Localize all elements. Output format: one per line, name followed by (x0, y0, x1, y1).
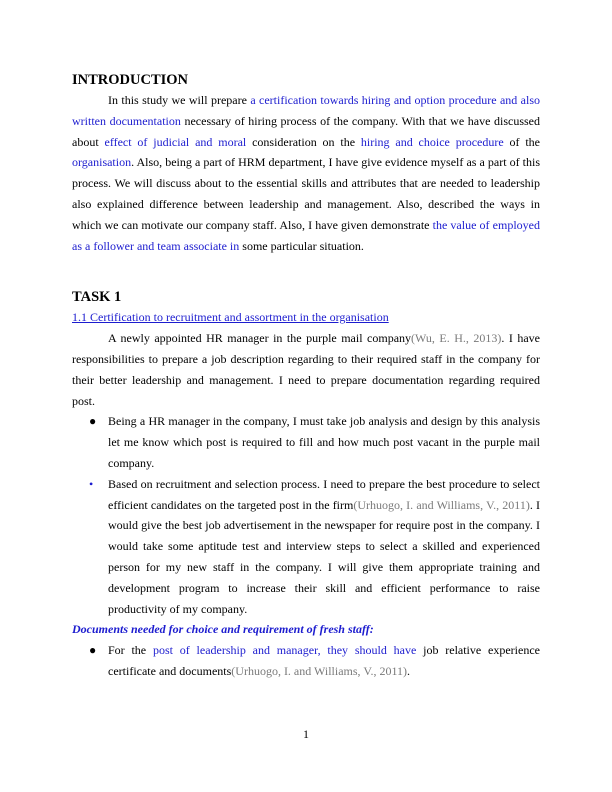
text-run: job relative experience certificate and documents (108, 643, 540, 678)
text-run: necessary of hiring process of the company. With that we have discussed about (72, 113, 540, 149)
text-run: . (407, 663, 411, 678)
text-run: . I would give the best job advertisement in the newspaper for require post in the company. I would take some aptitude test and interview steps to select a skilled and experienced person for my new staff in the company. I will give them appropriate training and development program to increase their skill and efficient performance to raise productivity of my company. (108, 497, 540, 616)
list-item (72, 411, 540, 473)
citation: (Wu, E. H., 2013) (411, 331, 502, 346)
task-bullet-list (72, 411, 540, 619)
text-run: Being a HR manager in the company, I must take job analysis and design by this analysis let me know which post is required to fill and how much post vacant in the purple mail company. (108, 414, 540, 470)
task-heading: TASK 1 (72, 289, 122, 306)
highlighted-text: post of leadership and manager, they should have (152, 643, 417, 658)
text-run: of the (503, 134, 540, 149)
highlighted-text: effect of judicial and moral (104, 134, 247, 149)
text-run: . Also, being a part of HRM department, I have give evidence myself as a part of this process. We will discuss about to the essential skills and attributes that are needed to leadership also explained difference between leadership and management. Also, described the ways in which we can motivate our company staff. Also, I have given demonstrate (72, 155, 540, 232)
highlighted-text: the value of employed as a follower and team associate in (72, 217, 540, 253)
list-item (72, 640, 540, 682)
highlighted-text: organisation (72, 155, 132, 170)
task-paragraph (72, 328, 540, 411)
bullet-icon: ● (89, 643, 97, 658)
citation: (Urhuogo, I. and Williams, V., 2011) (353, 497, 530, 512)
section-link-1-1[interactable]: 1.1 Certification to recruitment and assortment in the organisation (72, 310, 389, 325)
highlighted-text: a certification towards hiring and option procedure and also written documentation (72, 93, 540, 128)
text-run: consideration on the (246, 134, 361, 149)
text-run: . I have responsibilities to prepare a job description regarding to their required staff in the company for their better leadership and management. I need to prepare documentation regarding required post. (72, 331, 541, 408)
introduction-paragraph (72, 90, 540, 256)
text-run: some particular situation. (239, 238, 364, 253)
documents-heading: Documents needed for choice and requirement of fresh staff: (72, 622, 374, 637)
highlighted-text: hiring and choice procedure (360, 134, 504, 149)
text-run: Based on recruitment and selection process. I need to prepare the best procedure to select efficient candidates on the targeted post in the firm (108, 476, 540, 512)
documents-bullet-list (72, 640, 540, 682)
citation: (Urhuogo, I. and Williams, V., 2011) (231, 663, 408, 678)
page-number: 1 (303, 727, 309, 741)
bullet-icon: ● (89, 414, 97, 429)
introduction-heading: INTRODUCTION (72, 72, 189, 88)
text-run: For the (108, 643, 153, 658)
list-item (72, 474, 540, 620)
bullet-icon: • (89, 476, 94, 491)
text-run: In this study we will prepare (108, 93, 251, 107)
text-run: A newly appointed HR manager in the purple mail company (108, 331, 412, 346)
document-page (72, 70, 540, 682)
